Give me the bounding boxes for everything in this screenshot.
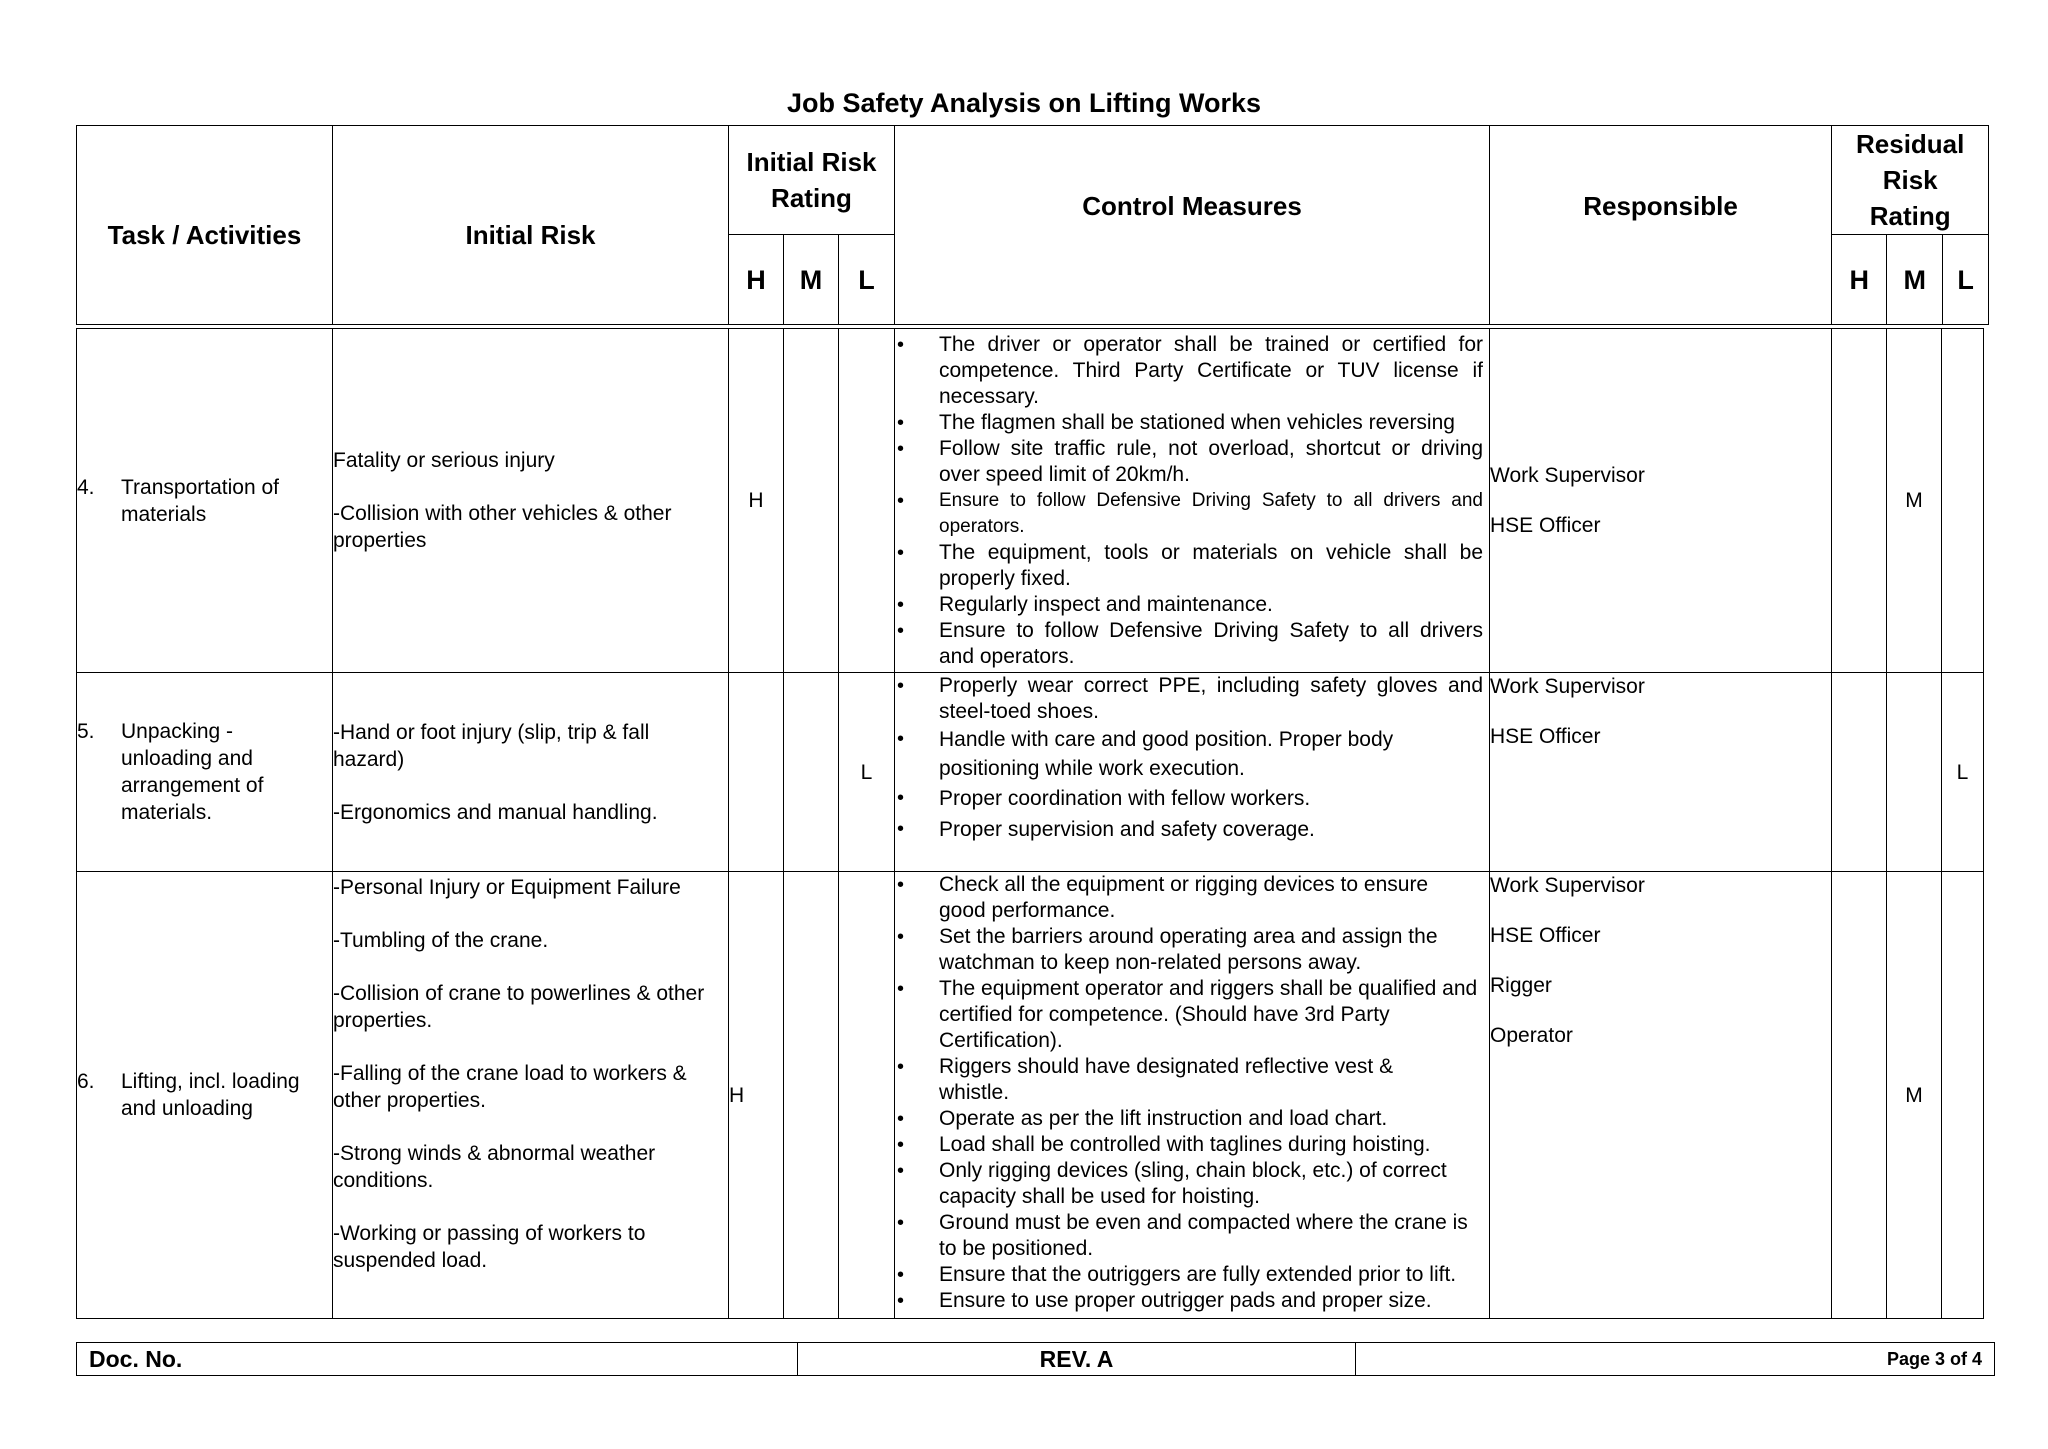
control-item: • The flagmen shall be stationed when vehicles reversing	[939, 410, 1483, 436]
control-measures-cell	[895, 673, 1490, 872]
control-item: • Properly wear correct PPE, including safety gloves and steel-toed shoes.	[939, 673, 1483, 725]
control-measures-cell	[895, 872, 1490, 1319]
initial-m	[784, 329, 839, 673]
control-item: • Ground must be even and compacted where the crane is to be positioned.	[939, 1210, 1483, 1262]
residual-h	[1832, 329, 1887, 673]
risk-item: -Collision of crane to powerlines & other properties.	[333, 982, 705, 1032]
control-item: • The equipment operator and riggers shall be qualified and certified for competence. (Should have 3rd Party Certification).	[939, 976, 1483, 1054]
responsible-item: HSE Officer	[1490, 725, 1601, 748]
control-item: • Regularly inspect and maintenance.	[939, 592, 1483, 618]
task-number: 5.	[77, 720, 95, 743]
header-initial-l: L	[839, 235, 895, 325]
control-item: • Check all the equipment or rigging devices to ensure good performance.	[939, 872, 1483, 924]
task-cell	[77, 872, 333, 1319]
control-measures-cell	[895, 329, 1490, 673]
risk-item: -Strong winds & abnormal weather conditions.	[333, 1142, 656, 1192]
control-item: • Ensure that the outriggers are fully extended prior to lift.	[939, 1262, 1483, 1288]
task-text: Lifting, incl. loading and unloading	[121, 1070, 300, 1120]
control-item: • Proper supervision and safety coverage.	[939, 814, 1483, 845]
control-item: • The equipment, tools or materials on vehicle shall be properly fixed.	[939, 540, 1483, 592]
initial-l	[839, 872, 895, 1319]
control-item: • Ensure to follow Defensive Driving Safety to all drivers and operators.	[939, 618, 1483, 670]
risk-item: -Ergonomics and manual handling.	[333, 800, 658, 824]
control-item: • Ensure to use proper outrigger pads and proper size.	[939, 1288, 1483, 1314]
control-item: • Only rigging devices (sling, chain block, etc.) of correct capacity shall be used for hoisting.	[939, 1158, 1483, 1210]
header-residual-l: L	[1942, 235, 1988, 325]
control-item: • The driver or operator shall be trained or certified for competence. Third Party Certificate or TUV license if necessary.	[939, 332, 1483, 410]
header-residual-risk-rating: Residual Risk Rating	[1832, 126, 1989, 235]
task-cell	[77, 673, 333, 872]
residual-l	[1942, 872, 1984, 1319]
responsible-item: Work Supervisor	[1490, 675, 1645, 698]
header-residual-m: M	[1887, 235, 1942, 325]
initial-m	[784, 872, 839, 1319]
task-cell	[77, 329, 333, 673]
responsible-cell	[1490, 673, 1832, 872]
residual-l: L	[1942, 673, 1984, 872]
residual-m	[1887, 673, 1942, 872]
responsible-item: HSE Officer	[1490, 514, 1601, 537]
control-item: • Load shall be controlled with taglines during hoisting.	[939, 1132, 1483, 1158]
header-initial-m: M	[784, 235, 839, 325]
initial-h	[729, 673, 784, 872]
risk-item: -Hand or foot injury (slip, trip & fall hazard)	[333, 720, 650, 771]
table-row	[77, 329, 1984, 673]
task-text: Transportation of materials	[121, 475, 279, 526]
task-number: 6.	[77, 1070, 95, 1093]
control-item: • Ensure to follow Defensive Driving Safety to all drivers and operators.	[939, 488, 1483, 540]
jsa-table	[76, 328, 1984, 1319]
control-item: • Operate as per the lift instruction and load chart.	[939, 1106, 1483, 1132]
document-title: Job Safety Analysis on Lifting Works	[786, 88, 1262, 118]
footer-table	[76, 1342, 1995, 1376]
doc-number-label: Doc. No.	[77, 1343, 798, 1376]
table-row	[77, 872, 1984, 1319]
responsible-item: Rigger	[1490, 974, 1552, 997]
task-number: 4.	[77, 475, 95, 499]
risk-item: -Personal Injury or Equipment Failure	[333, 876, 681, 899]
residual-m: M	[1887, 329, 1942, 673]
residual-h	[1832, 673, 1887, 872]
header-task: Task / Activities	[77, 126, 333, 325]
risk-cell	[333, 673, 729, 872]
header-initial-h: H	[729, 235, 784, 325]
responsible-item: Operator	[1490, 1024, 1573, 1047]
responsible-item: Work Supervisor	[1490, 874, 1645, 897]
task-text: Unpacking -unloading and arrangement of materials.	[121, 720, 264, 824]
control-item: • Proper coordination with fellow workers.	[939, 783, 1483, 814]
revision-label: REV. A	[798, 1343, 1356, 1376]
risk-cell	[333, 329, 729, 673]
header-control-measures: Control Measures	[895, 126, 1490, 325]
responsible-cell	[1490, 872, 1832, 1319]
table-row	[77, 673, 1984, 872]
header-residual-h: H	[1832, 235, 1887, 325]
initial-h: H	[729, 872, 784, 1319]
risk-item: Fatality or serious injury	[333, 449, 555, 472]
header-initial-risk-rating: Initial Risk Rating	[729, 126, 895, 235]
responsible-item: Work Supervisor	[1490, 464, 1645, 487]
risk-item: -Falling of the crane load to workers & other properties.	[333, 1062, 687, 1112]
residual-h	[1832, 872, 1887, 1319]
initial-l: L	[839, 673, 895, 872]
header-initial-risk: Initial Risk	[333, 126, 729, 325]
header-table	[76, 125, 1989, 325]
initial-m	[784, 673, 839, 872]
risk-item: -Tumbling of the crane.	[333, 929, 549, 952]
initial-l	[839, 329, 895, 673]
risk-item: -Collision with other vehicles & other properties	[333, 502, 672, 552]
control-item: • Riggers should have designated reflective vest & whistle.	[939, 1054, 1483, 1106]
initial-h: H	[729, 329, 784, 673]
residual-m: M	[1887, 872, 1942, 1319]
responsible-cell	[1490, 329, 1832, 673]
responsible-item: HSE Officer	[1490, 924, 1601, 947]
control-item: • Set the barriers around operating area and assign the watchman to keep non-related persons away.	[939, 924, 1483, 976]
residual-l	[1942, 329, 1984, 673]
page-number: Page 3 of 4	[1356, 1343, 1995, 1376]
risk-cell	[333, 872, 729, 1319]
risk-item: -Working or passing of workers to suspended load.	[333, 1222, 646, 1272]
header-responsible: Responsible	[1490, 126, 1832, 325]
control-item: • Handle with care and good position. Proper body positioning while work execution.	[939, 725, 1483, 783]
control-item: • Follow site traffic rule, not overload, shortcut or driving over speed limit of 20km/h.	[939, 436, 1483, 488]
